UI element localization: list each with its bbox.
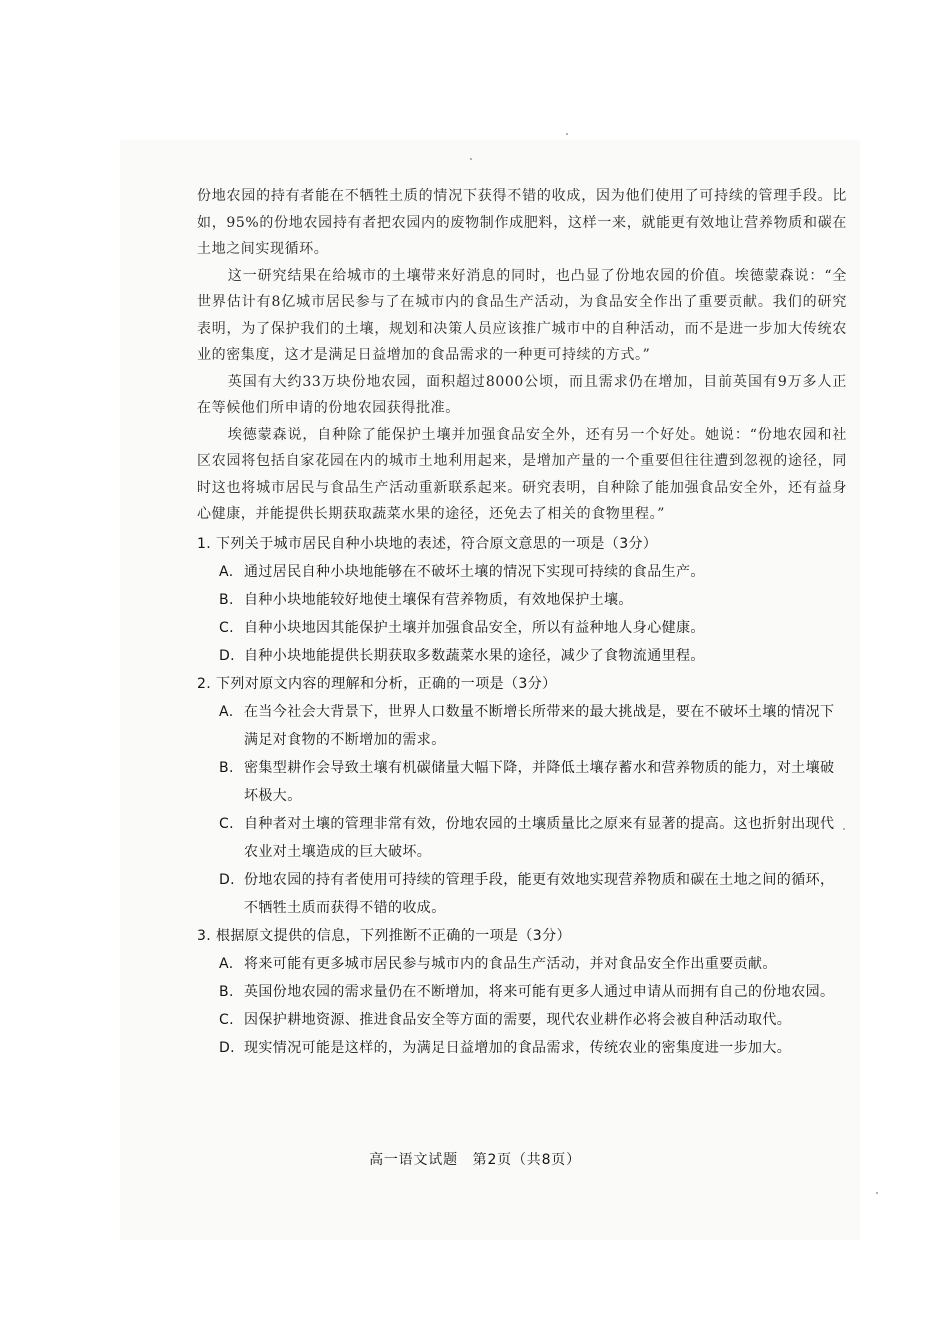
option-text: 密集型耕作会导致土壤有机碳储量大幅下降，并降低土壤存蓄水和营养物质的能力，对土壤破坏极大。: [244, 759, 835, 804]
option-text: 英国份地农园的需求量仍在不断增加，将来可能有更多人通过申请从而拥有自己的份地农园。: [244, 983, 835, 1000]
option-text: 将来可能有更多城市居民参与城市内的食品生产活动，并对食品安全作出重要贡献。: [244, 955, 777, 972]
answer-option-a: [219, 698, 847, 754]
question-stem: 3. 根据原文提供的信息，下列推断不正确的一项是（3分）: [197, 927, 571, 944]
answer-option-c: [219, 810, 847, 866]
option-text: 因保护耕地资源、推进食品安全等方面的需要，现代农业耕作必将会被自种活动取代。: [244, 1011, 792, 1028]
option-key: B.: [219, 983, 234, 1000]
option-key: C.: [219, 815, 235, 832]
answer-option-b: [219, 754, 847, 810]
answer-option-d: [219, 642, 847, 670]
page-footer: 高一语文试题 第2页（共8页）: [369, 1152, 581, 1168]
option-text: 现实情况可能是这样的，为满足日益增加的食品需求，传统农业的密集度进一步加大。: [244, 1039, 792, 1056]
question-stem: 2. 下列对原文内容的理解和分析，正确的一项是（3分）: [197, 675, 557, 692]
question-1: [197, 530, 847, 670]
question-2: [197, 670, 847, 922]
question-3: [197, 922, 847, 1062]
option-text: 自种小块地因其能保护土壤并加强食品安全，所以有益种地人身心健康。: [244, 619, 705, 636]
passage-paragraph: 埃德蒙森说，自种除了能保护土壤并加强食品安全外，还有另一个好处。她说：“份地农园和社区农园将包括自家花园在内的城市土地利用起来，是增加产量的一个重要但往往遭到忽视的途径，同时这也将城市居民与食品生产活动重新联系起来。研究表明，自种除了能加强食品安全外，还有益身心健康，并能提供长期获取蔬菜水果的途径，还免去了相关的食物里程。”: [197, 426, 847, 522]
option-key: B.: [219, 591, 234, 608]
option-key: A.: [219, 955, 234, 972]
answer-option-d: [219, 1034, 847, 1062]
passage-paragraph: 份地农园的持有者能在不牺牲土质的情况下获得不错的收成，因为他们使用了可持续的管理手段。比如，95%的份地农园持有者把农园内的废物制作成肥料，这样一来，就能更有效地让营养物质和碳在土地之间实现循环。: [197, 188, 847, 257]
answer-option-b: [219, 978, 847, 1006]
answer-option-a: [219, 950, 847, 978]
scan-speck: [876, 1192, 878, 1194]
passage-paragraph: 英国有大约33万块份地农园，面积超过8000公顷，而且需求仍在增加，目前英国有9万多人正在等候他们所申请的份地农园获得批准。: [197, 373, 847, 416]
question-stem: 1. 下列关于城市居民自种小块地的表述，符合原文意思的一项是（3分）: [197, 535, 658, 552]
answer-option-b: [219, 586, 847, 614]
option-key: D.: [219, 1039, 236, 1056]
option-key: C.: [219, 1011, 235, 1028]
option-text: 在当今社会大背景下，世界人口数量不断增长所带来的最大挑战是，要在不破坏土壤的情况下满足对食物的不断增加的需求。: [244, 703, 835, 748]
option-text: 自种小块地能提供长期获取多数蔬菜水果的途径，减少了食物流通里程。: [244, 647, 705, 664]
passage-paragraph: 这一研究结果在给城市的土壤带来好消息的同时，也凸显了份地农园的价值。埃德蒙森说：“全世界估计有8亿城市居民参与了在城市内的食品生产活动，为食品安全作出了重要贡献。我们的研究表明，为了保护我们的土壤，规划和决策人员应该推广城市中的自种活动，而不是进一步加大传统农业的密集度，这才是满足日益增加的食品需求的一种更可持续的方式。”: [197, 267, 847, 363]
option-key: D.: [219, 871, 236, 888]
scan-speck: [470, 158, 472, 160]
answer-option-d: [219, 866, 847, 922]
option-key: A.: [219, 563, 234, 580]
option-key: D.: [219, 647, 236, 664]
answer-option-a: [219, 558, 847, 586]
option-key: A.: [219, 703, 234, 720]
answer-option-c: [219, 614, 847, 642]
option-text: 自种小块地能较好地使土壤保有营养物质，有效地保护土壤。: [244, 591, 633, 608]
reading-passage: [197, 183, 847, 528]
option-text: 份地农园的持有者使用可持续的管理手段，能更有效地实现营养物质和碳在土地之间的循环，不牺牲土质而获得不错的收成。: [244, 871, 835, 916]
page-content: [197, 183, 847, 1062]
answer-option-c: [219, 1006, 847, 1034]
option-text: 通过居民自种小块地能够在不破坏土壤的情况下实现可持续的食品生产。: [244, 563, 705, 580]
option-key: B.: [219, 759, 234, 776]
scan-speck: [566, 133, 568, 135]
scan-speck: [843, 828, 845, 830]
option-key: C.: [219, 619, 235, 636]
option-text: 自种者对土壤的管理非常有效，份地农园的土壤质量比之原来有显著的提高。这也折射出现代农业对土壤造成的巨大破坏。: [244, 815, 835, 860]
